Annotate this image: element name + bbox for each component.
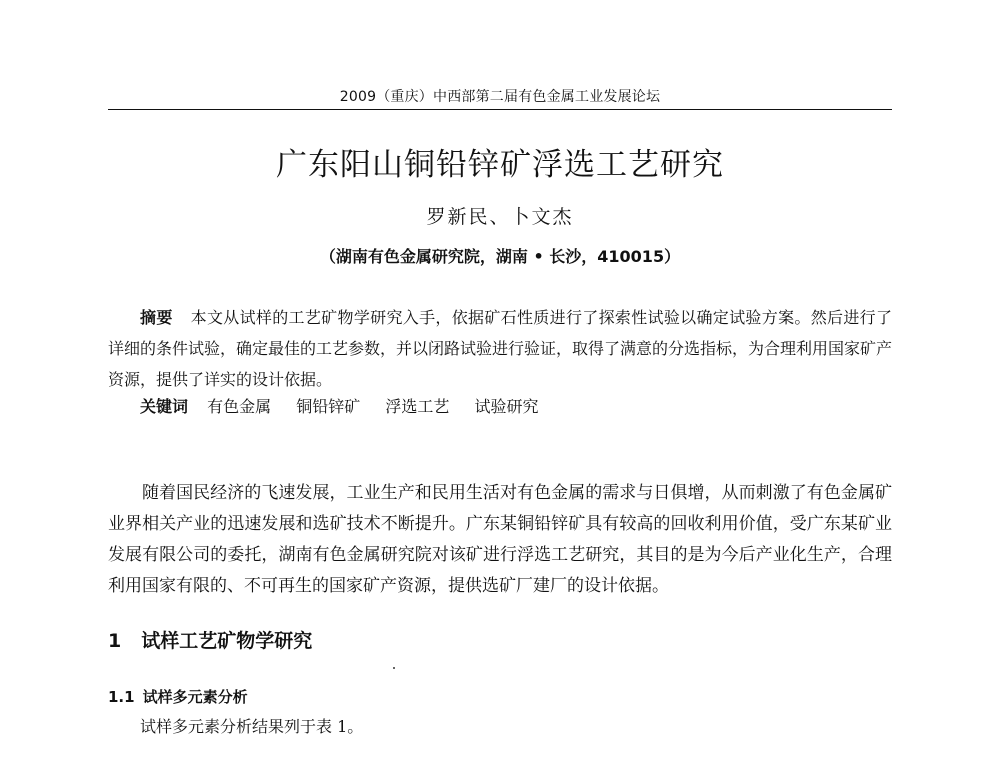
keyword: 浮选工艺 <box>385 397 450 416</box>
subsection-number: 1.1 <box>108 688 135 706</box>
section-title: 试样工艺矿物学研究 <box>141 630 313 652</box>
keywords <box>140 394 892 417</box>
subsection-heading <box>108 686 892 707</box>
running-header: 2009（重庆）中西部第二届有色金属工业发展论坛 <box>339 89 661 105</box>
paper-title: 广东阳山铜铅锌矿浮选工艺研究 <box>276 147 724 183</box>
header-rule <box>108 109 892 110</box>
section-heading <box>108 626 892 653</box>
abstract <box>108 302 892 395</box>
paper-authors: 罗新民、卜文杰 <box>426 206 574 228</box>
keyword: 铜铅锌矿 <box>296 397 361 416</box>
subsection-title: 试样多元素分析 <box>142 688 248 706</box>
paper-affiliation: （湖南有色金属研究院，湖南 • 长沙，410015） <box>319 247 681 266</box>
abstract-label: 摘要 <box>140 308 173 327</box>
scan-speck <box>393 667 395 669</box>
keywords-label: 关键词 <box>140 397 189 416</box>
keyword: 有色金属 <box>207 397 272 416</box>
keyword: 试验研究 <box>474 397 539 416</box>
abstract-text: 本文从试样的工艺矿物学研究入手，依据矿石性质进行了探索性试验以确定试验方案。然后进行了详细的条件试验，确定最佳的工艺参数，并以闭路试验进行验证，取得了满意的分选指标，为合理利用国家矿产资源，提供了详实的设计依据。 <box>108 308 893 389</box>
subsection-text: 试样多元素分析结果列于表 1。 <box>140 717 364 736</box>
intro-paragraph: 随着国民经济的飞速发展，工业生产和民用生活对有色金属的需求与日俱增，从而刺激了有色金属矿业界相关产业的迅速发展和选矿技术不断提升。广东某铜铅锌矿具有较高的回收利用价值，受广东某矿业发展有限公司的委托，湖南有色金属研究院对该矿进行浮选工艺研究，其目的是为今后产业化生产，合理利用国家有限的、不可再生的国家矿产资源，提供选矿厂建厂的设计依据。 <box>108 483 892 596</box>
section-number: 1 <box>108 630 122 652</box>
